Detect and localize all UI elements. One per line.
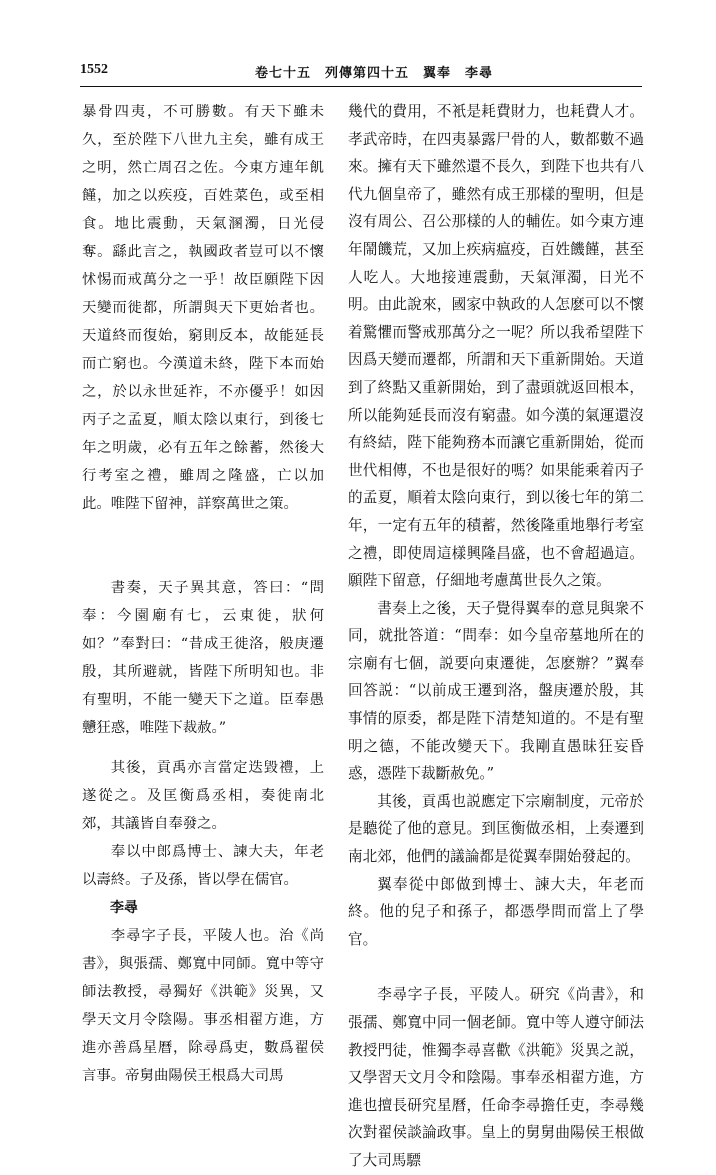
translation-paragraph-4: 翼奉從中郎做到博士、諫大夫，年老而終。他的兒子和孫子，都憑學問而當上了學官。 [348,875,644,948]
classical-paragraph-2: 書奏，天子異其意，答曰：“問奉：今園廟有七，云東徙，狀何如？”奉對曰：“昔成王徙洛，般庚遷殷，其所避就，皆陛下所明知也。非有聖明，不能一變天下之道。臣奉愚戇狂惑，唯陛下裁赦。” [82,580,324,736]
running-title: 卷七十五 列傳第四十五 翼奉 李尋 [255,66,494,81]
classical-paragraph-1: 暴骨四夷，不可勝數。有天下雖未久，至於陛下八世九主矣，雖有成王之明，然亡周召之佐。今東方連年飢饉，加之以疾疫，百姓菜色，或至相食。地比震動，天氣溷濁，日光侵奪。繇此言之，執國政者豈可以不懷怵惕而戒萬分之一乎！故臣願陛下因天變而徙都，所謂與天下更始者也。天道終而復始，窮則反本，故能延長而亡窮也。今漢道未終，陛下本而始之，於以永世延祚，不亦優乎！如因丙子之孟夏，順太陰以東行，到後七年之明歲，必有五年之餘蓄，然後大行考室之禮，雖周之隆盛，亡以加此。唯陛下留神，詳察萬世之策。 [82,104,324,512]
page-number: 1552 [80,62,108,77]
translation-column [348,98,644,1175]
header-rule [80,86,642,87]
column-gap [82,518,324,574]
translation-paragraph-2: 書奏上之後，天子覺得翼奉的意見與衆不同，就批答道：“問奉：如今皇帝墓地所在的宗廟有七個，説要向東遷徙，怎麽辦？”翼奉回答説：“以前成王遷到洛，盤庚遷於殷，其事情的原委，都是陛下清楚知道的。不是有聖明之德，不能改變天下。我剛直愚昧狂妄昏惑，憑陛下裁斷赦免。” [348,599,644,783]
classical-paragraph-3: 其後，貢禹亦言當定迭毀禮，上遂從之。及匡衡爲丞相，奏徙南北郊，其議皆自奉發之。 [82,760,324,832]
translation-paragraph-5: 李尋字子長，平陵人。研究《尚書》，和張孺、鄭寬中同一個老師。寬中等人遵守師法教授門徒，惟獨李尋喜歡《洪範》災異之説，又學習天文月令和陰陽。事奉丞相翟方進，方進也擅長研究星曆，任命李尋擔任吏，李尋幾次對翟侯談論政事。皇上的舅舅曲陽侯王根做了大司馬驃 [348,986,644,1169]
translation-paragraph-3: 其後，貢禹也説應定下宗廟制度，元帝於是聽從了他的意見。到匡衡做丞相，上奏遷到南北郊，他們的議論都是從翼奉開始發起的。 [348,792,644,866]
column-gap [348,953,644,981]
classical-paragraph-4: 奉以中郎爲博士、諫大夫，年老以壽終。子及孫，皆以學在儒官。 [82,844,324,888]
translation-paragraph-1: 幾代的費用，不衹是耗費財力，也耗費人才。孝武帝時，在四夷暴露尸骨的人，數都數不過來。擁有天下雖然還不長久，到陛下也共有八代九個皇帝了，雖然有成王那樣的聖明，但是沒有周公、召公那樣的人的輔佐。如今東方連年鬧饑荒，又加上疾病瘟疫，百姓饑饉，甚至人吃人。大地接連震動，天氣渾濁，日光不明。由此說來，國家中執政的人怎麽可以不懷着驚懼而警戒那萬分之一呢？所以我希望陛下因爲天變而遷都，所謂和天下重新開始。天道到了終點又重新開始，到了盡頭就返回根本，所以能夠延長而沒有窮盡。如今漢的氣運還沒有終結，陛下能夠務本而讓它重新開始，從而世代相傳，不也是很好的嗎？如果能乘着丙子的孟夏，順着太陰向東行，到以後七年的第二年，一定有五年的積蓄，然後隆重地舉行考室之禮，即使周這樣興隆昌盛，也不會超過這。願陛下留意，仔細地考慮萬世長久之策。 [348,103,644,590]
classical-text-column [82,98,324,1090]
classical-paragraph-5: 李尋字子長，平陵人也。治《尚書》，與張孺、鄭寬中同師。寬中等守師法教授，尋獨好《洪範》災異，又學天文月令陰陽。事丞相翟方進，方進亦善爲星曆，除尋爲吏，數爲翟侯言事。帝舅曲陽侯王根爲大司馬 [82,928,324,1084]
section-title: 李尋 [110,900,138,916]
page-header [80,62,640,84]
column-gap [82,742,324,754]
